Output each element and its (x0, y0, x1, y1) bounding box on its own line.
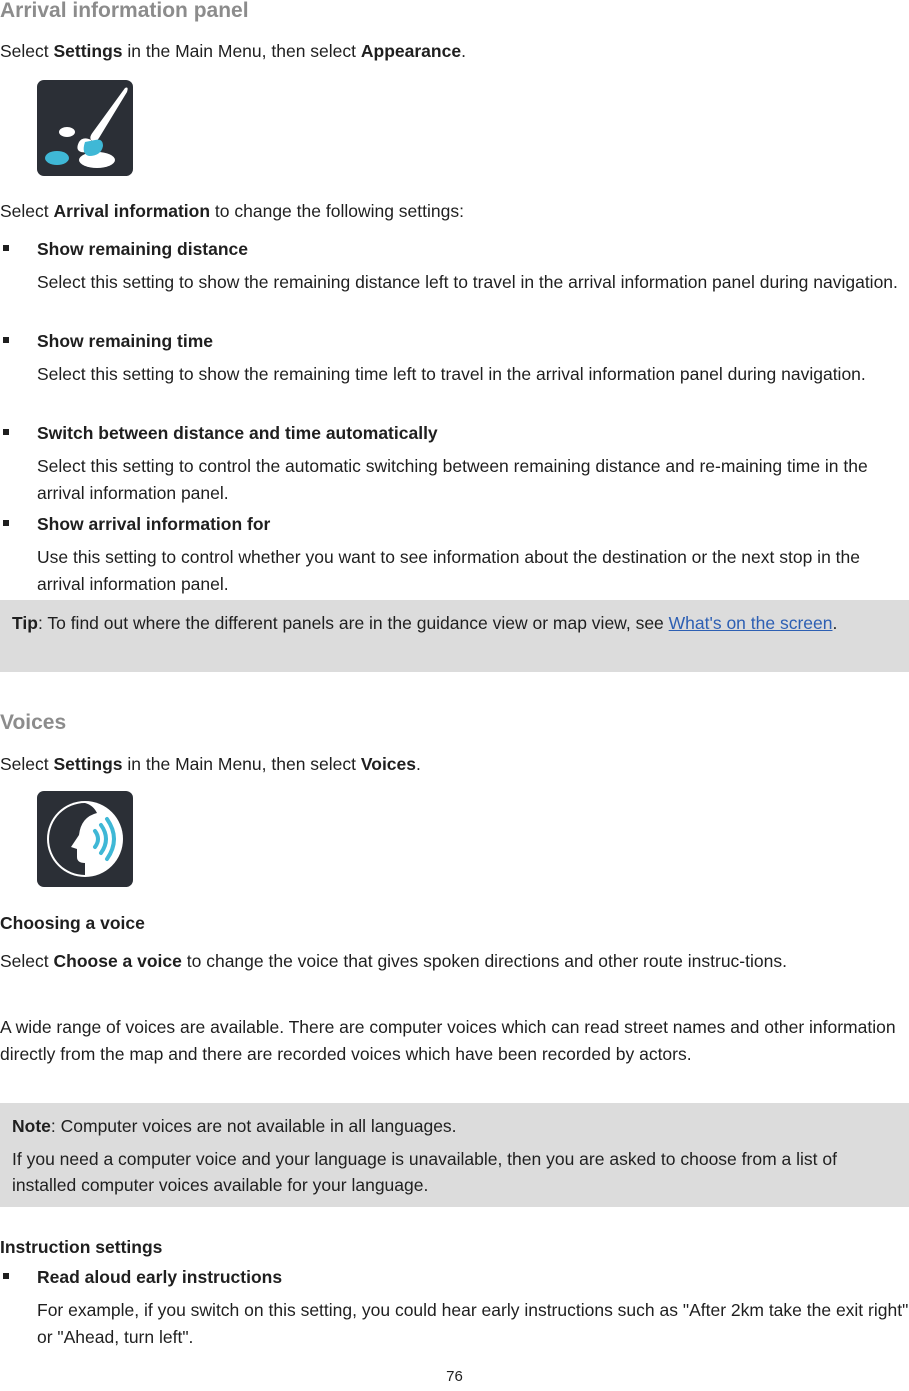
instruction-settings-heading: Instruction settings (0, 1237, 163, 1257)
voices-bold: Voices (360, 754, 416, 774)
text: to change the voice that gives spoken directions and other route instruc-tions. (181, 951, 787, 971)
text: to change the following settings: (210, 201, 464, 221)
item-title: Read aloud early instructions (37, 1267, 283, 1287)
bullet (3, 337, 9, 343)
choose-a-voice-bold: Choose a voice (53, 951, 182, 971)
item-desc: Use this setting to control whether you want to see information about the destination or the next stop in the arrival information panel. (37, 547, 860, 594)
text: Select (0, 201, 54, 221)
text: . (832, 613, 838, 633)
note-box (0, 1103, 909, 1207)
note-line-2: If you need a computer voice and your language is unavailable, then you are asked to choose from a list of installed computer voices available for your language. (12, 1148, 837, 1195)
text: in the Main Menu, then select (122, 41, 361, 61)
section-heading-voices: Voices (0, 711, 67, 734)
item-desc: Select this setting to show the remaining distance left to travel in the arrival information panel during navigation. (37, 272, 898, 292)
tip-box (0, 600, 909, 672)
arrival-select-line (0, 198, 464, 225)
bullet (3, 520, 9, 526)
item-title: Show arrival information for (37, 514, 271, 534)
text: Select (0, 41, 54, 61)
item-desc: Select this setting to show the remaining time left to travel in the arrival information panel during navigation. (37, 364, 866, 384)
item-title: Show remaining time (37, 331, 213, 351)
bullet (3, 1273, 9, 1279)
whats-on-the-screen-link[interactable]: What's on the screen (668, 613, 833, 633)
text: . (461, 41, 466, 61)
item-title: Show remaining distance (37, 239, 249, 259)
note-text: : Computer voices are not available in all languages. (50, 1116, 457, 1136)
text: Select (0, 951, 54, 971)
settings-bold: Settings (53, 754, 123, 774)
item-desc: For example, if you switch on this setting, you could hear early instructions such as "After 2km take the exit right" or "Ahead, turn left". (37, 1300, 909, 1347)
arrival-intro (0, 38, 466, 65)
text: in the Main Menu, then select (122, 754, 361, 774)
bullet (3, 429, 9, 435)
settings-bold: Settings (53, 41, 123, 61)
text: . (416, 754, 421, 774)
item-title: Switch between distance and time automatically (37, 423, 438, 443)
section-heading-arrival: Arrival information panel (0, 0, 249, 22)
note-line-1 (12, 1113, 897, 1140)
appearance-brush-icon (37, 80, 133, 176)
arrival-information-bold: Arrival information (53, 201, 211, 221)
voices-intro (0, 751, 421, 778)
text: Select (0, 754, 54, 774)
tip-label: Tip (12, 613, 38, 633)
item-desc: Select this setting to control the automatic switching between remaining distance and re-maining time in the arrival information panel. (37, 456, 868, 503)
note-label: Note (12, 1116, 51, 1136)
voice-speaker-icon (37, 791, 133, 887)
choosing-voice-heading: Choosing a voice (0, 913, 145, 933)
tip-text: : To find out where the different panels are in the guidance view or map view, see (37, 613, 669, 633)
choose-voice-line (0, 948, 882, 975)
bullet (3, 245, 9, 251)
page-number: 76 (446, 1368, 463, 1385)
voices-range-text: A wide range of voices are available. There are computer voices which can read street names and other information directly from the map and there are recorded voices which have been recorded by actors. (0, 1017, 896, 1064)
appearance-bold: Appearance (360, 41, 462, 61)
